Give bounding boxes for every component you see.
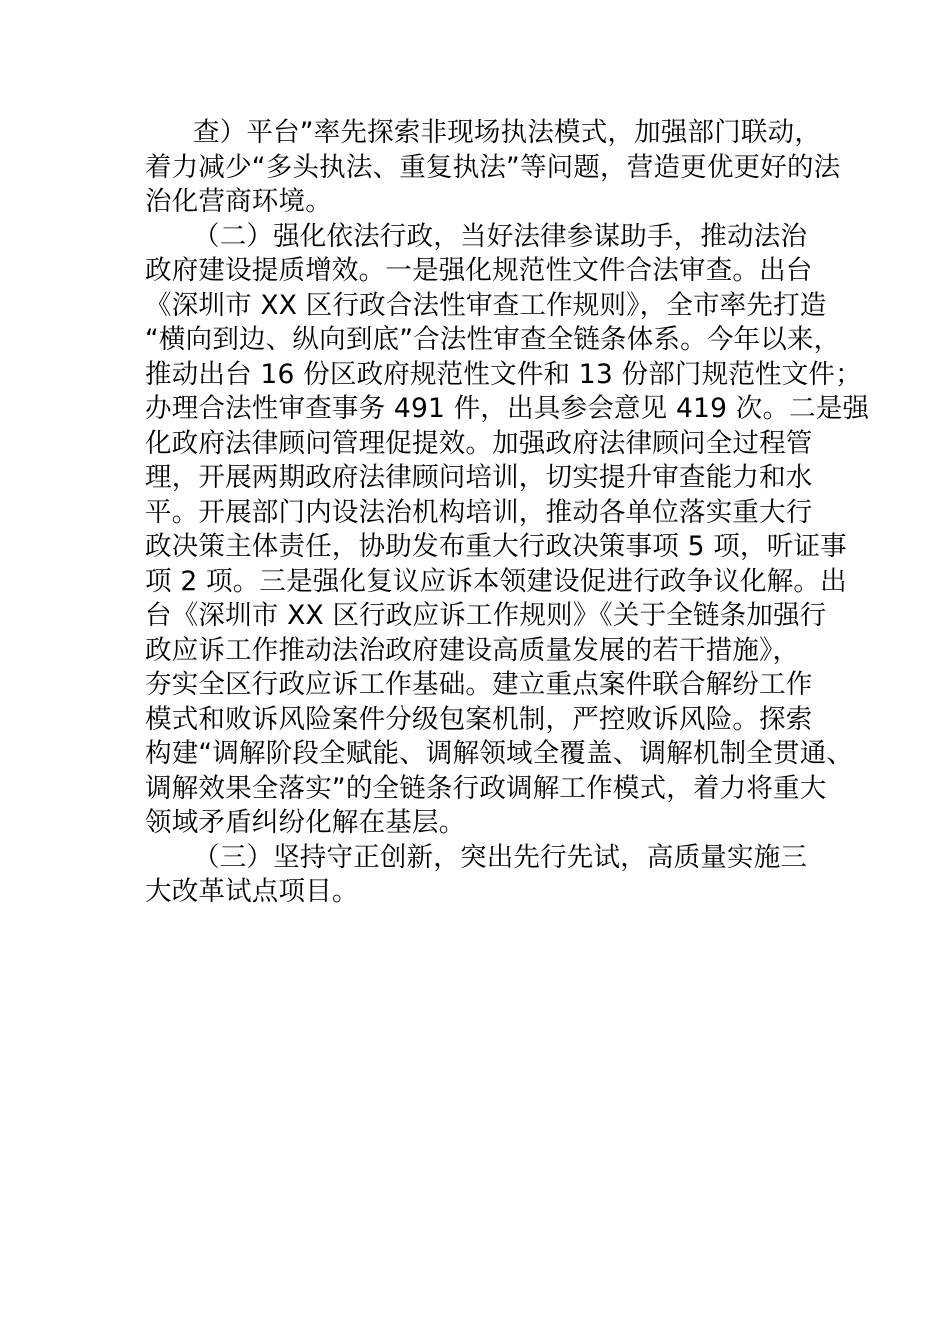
text-line: 模式和败诉风险案件分级包案机制，严控败诉风险。探索 [145, 703, 813, 735]
text-line: 着力减少“多头执法、重复执法”等问题，营造更优更好的法 [145, 151, 841, 183]
text-line: 查）平台”率先探索非现场执法模式，加强部门联动， [193, 117, 822, 148]
text-line: 政应诉工作推动法治政府建设高质量发展的若干措施》， [145, 634, 800, 666]
text-line: 台《深圳市 XX 区行政应诉工作规则》《关于全链条加强行 [145, 600, 827, 631]
text-line: 项 2 项。三是强化复议应诉本领建设促进行政争议化解。出 [145, 565, 847, 597]
text-line: 平。开展部门内设法治机构培训，推动各单位落实重大行 [145, 496, 813, 528]
text-line: 构建“调解阶段全赋能、调解领域全覆盖、调解机制全贯通、 [145, 738, 854, 769]
text-line: 政府建设提质增效。一是强化规范性文件合法审查。出台 [145, 255, 813, 286]
text-line: 领域矛盾纠纷化解在基层。 [145, 807, 466, 838]
body-text [145, 116, 870, 910]
text-line: 理，开展两期政府法律顾问培训，切实提升审查能力和水 [145, 462, 813, 493]
text-line: 夯实全区行政应诉工作基础。建立重点案件联合解纷工作 [145, 669, 813, 700]
text-line: 办理合法性审查事务 491 件，出具参会意见 419 次。二是强 [145, 393, 870, 424]
text-line: 治化营商环境。 [145, 186, 332, 217]
text-line: 大改革试点项目。 [145, 876, 359, 907]
text-line: 推动出台 16 份区政府规范性文件和 13 份部门规范性文件； [145, 358, 862, 390]
text-line: 化政府法律顾问管理促提效。加强政府法律顾问全过程管 [145, 427, 813, 459]
text-line: 调解效果全落实”的全链条行政调解工作模式，着力将重大 [145, 772, 827, 804]
text-line: 《深圳市 XX 区行政合法性审查工作规则》，全市率先打造 [145, 289, 827, 321]
text-line: （三）坚持守正创新，突出先行先试，高质量实施三 [193, 841, 808, 873]
text-line: “横向到边、纵向到底”合法性审查全链条体系。今年以来， [145, 324, 841, 355]
text-line: 政决策主体责任，协助发布重大行政决策事项 5 项，听证事 [145, 531, 847, 562]
text-line: （二）强化依法行政，当好法律参谋助手，推动法治 [193, 220, 808, 252]
